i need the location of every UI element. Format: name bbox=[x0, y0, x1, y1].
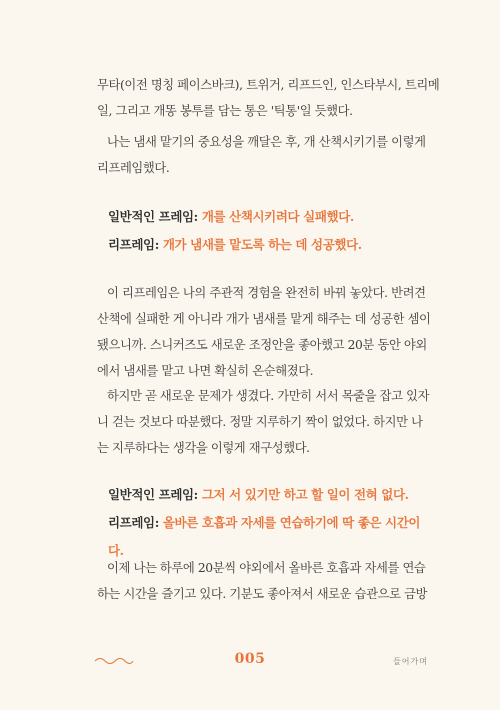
general-frame-value: 그저 서 있기만 하고 할 일이 전혀 없다. bbox=[201, 487, 409, 502]
frame-block-2 bbox=[108, 481, 428, 565]
paragraph-5 bbox=[97, 555, 427, 607]
text-line: 에서 냄새를 맡고 나면 확실히 온순해졌다. bbox=[97, 364, 314, 378]
text-line: 됐으니까. 스니커즈도 새로운 조정안을 좋아했고 20분 동안 야외 bbox=[97, 338, 427, 352]
text-line: 니 걷는 것보다 따분했다. 정말 지루하기 짝이 없었다. 하지만 나 bbox=[97, 415, 423, 429]
wave-ornament-icon bbox=[94, 654, 134, 668]
text-line: 하지만 곧 새로운 문제가 생겼다. 가만히 서서 목줄을 잡고 있자 bbox=[107, 389, 430, 403]
text-line: 이 리프레임은 나의 주관적 경험을 완전히 바꿔 놓았다. 반려견 bbox=[107, 286, 426, 300]
reframe-label: 리프레임: bbox=[108, 515, 159, 530]
general-frame-label: 일반적인 프레임: bbox=[108, 487, 198, 502]
text-line: 이제 나는 하루에 20분씩 야외에서 올바른 호흡과 자세를 연습 bbox=[107, 561, 426, 575]
general-frame-label: 일반적인 프레임: bbox=[108, 209, 198, 224]
reframe-line bbox=[108, 231, 428, 259]
page-number: 005 bbox=[234, 651, 266, 667]
general-frame-line bbox=[108, 481, 428, 509]
paragraph-1 bbox=[97, 72, 440, 124]
text-line: 무타(이전 명칭 페이스바크), 트위거, 리프드인, 인스타부시, 트리메 bbox=[97, 78, 440, 92]
frame-block-1 bbox=[108, 203, 428, 259]
paragraph-4 bbox=[97, 383, 430, 461]
text-line: 리프레임했다. bbox=[97, 161, 170, 175]
general-frame-value: 개를 산책시키려다 실패했다. bbox=[201, 209, 354, 224]
section-title: 들어가며 bbox=[393, 657, 428, 666]
text-line: 산책에 실패한 게 아니라 개가 냄새를 맡게 해주는 데 성공한 셈이 bbox=[97, 312, 431, 326]
text-line: 는 지루하다는 생각을 이렇게 재구성했다. bbox=[97, 441, 310, 455]
general-frame-line bbox=[108, 203, 428, 231]
reframe-value: 개가 냄새를 맡도록 하는 데 성공했다. bbox=[162, 237, 362, 252]
text-line: 일, 그리고 개똥 봉투를 담는 통은 '틱통'일 듯했다. bbox=[97, 104, 353, 118]
paragraph-2 bbox=[97, 129, 427, 181]
text-line: 나는 냄새 맡기의 중요성을 깨달은 후, 개 산책시키기를 이렇게 bbox=[107, 135, 426, 149]
paragraph-3 bbox=[97, 280, 431, 384]
reframe-label: 리프레임: bbox=[108, 237, 159, 252]
text-line: 하는 시간을 즐기고 있다. 기분도 좋아져서 새로운 습관으로 금방 bbox=[97, 587, 428, 601]
reframe-value: 올바른 호흡과 자세를 연습하기에 딱 좋은 시간이다. bbox=[108, 515, 421, 558]
